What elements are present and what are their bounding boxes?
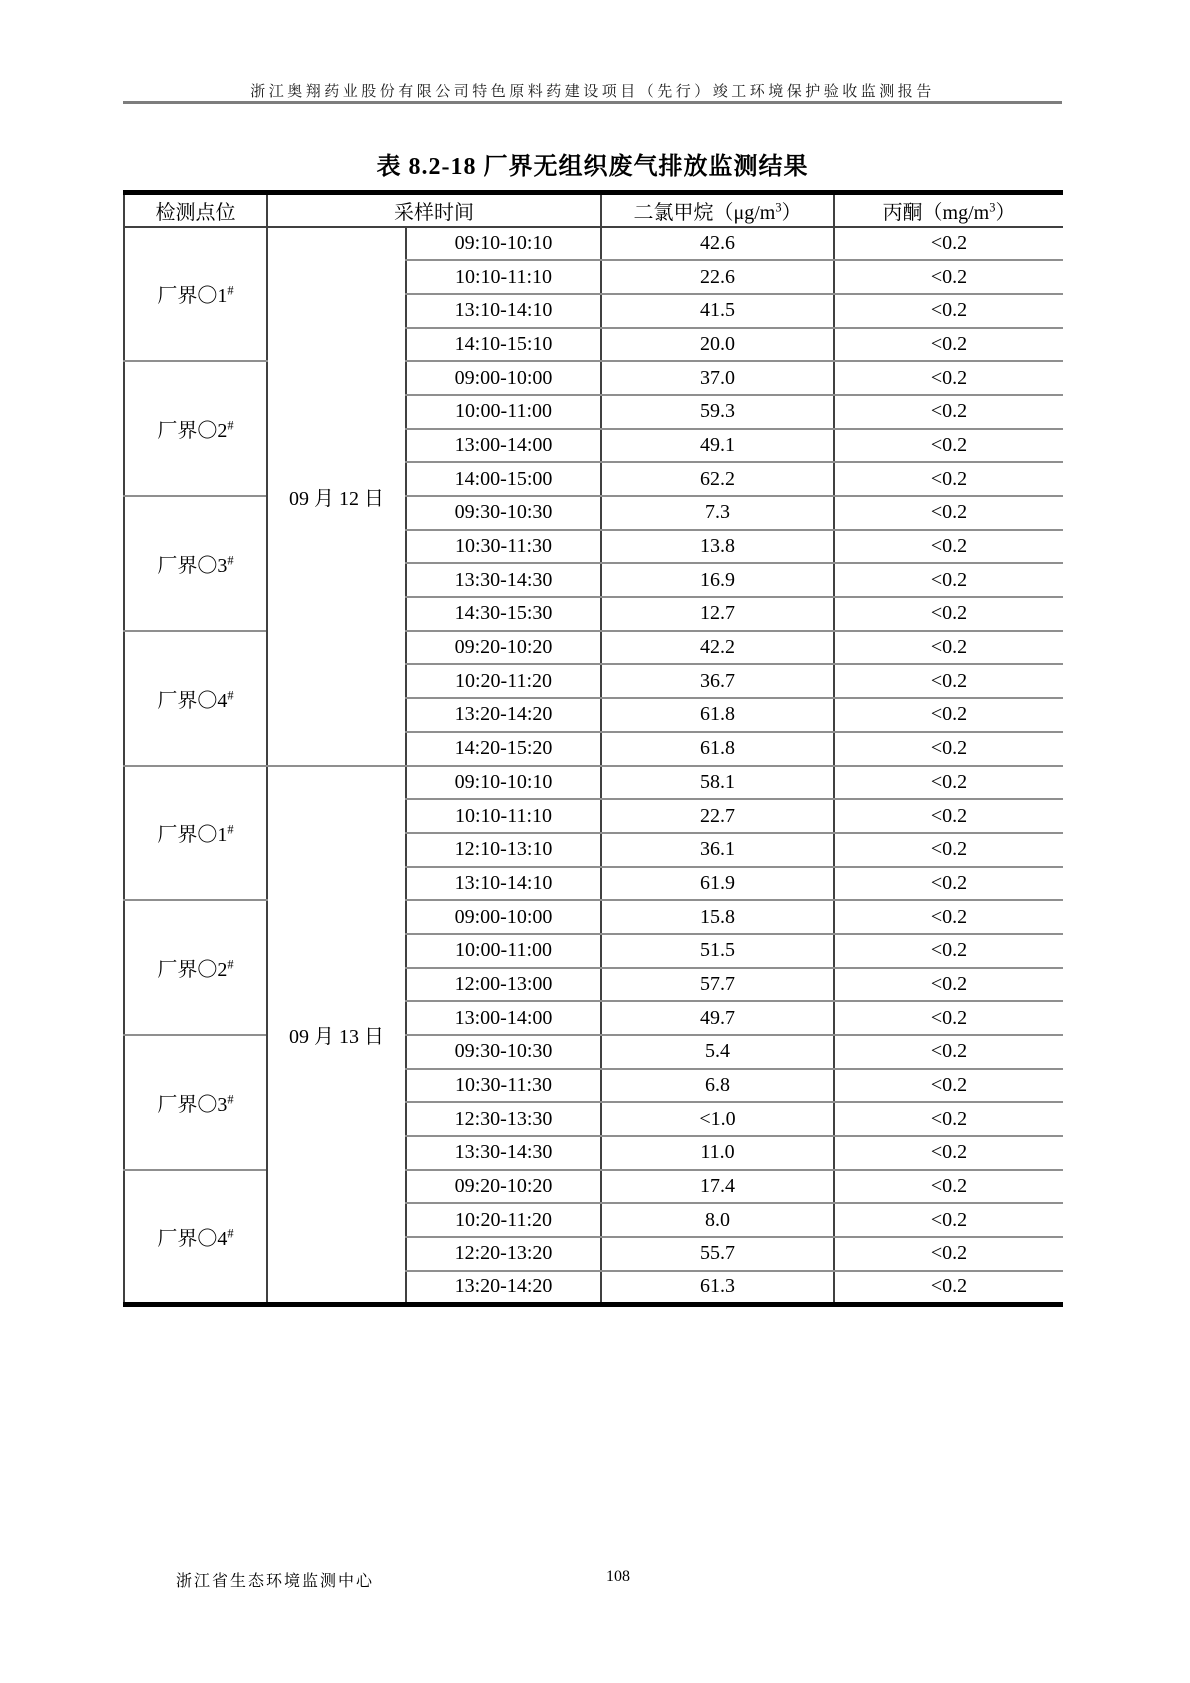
mc-value-cell: 59.3 [601, 395, 834, 429]
time-cell: 10:20-11:20 [406, 664, 601, 698]
time-cell: 10:20-11:20 [406, 1203, 601, 1237]
mc-value-cell: 8.0 [601, 1203, 834, 1237]
dcm-header-sup: 3 [775, 200, 782, 215]
mc-value-cell: 16.9 [601, 563, 834, 597]
table-row [124, 1035, 1063, 1069]
time-cell: 14:20-15:20 [406, 732, 601, 766]
time-cell: 09:10-10:10 [406, 766, 601, 800]
acetone-value-cell: <0.2 [834, 328, 1063, 362]
time-cell: 10:10-11:10 [406, 260, 601, 294]
acetone-value-cell: <0.2 [834, 294, 1063, 328]
time-cell: 13:30-14:30 [406, 563, 601, 597]
acetone-value-cell: <0.2 [834, 227, 1063, 261]
date-cell: 09 月 13 日 [267, 766, 406, 1305]
footer-institution: 浙江省生态环境监测中心 [176, 1573, 375, 1590]
time-cell: 09:00-10:00 [406, 900, 601, 934]
point-sup: # [227, 418, 234, 433]
time-cell: 10:30-11:30 [406, 530, 601, 564]
col-header-sample-time: 采样时间 [267, 193, 601, 227]
point-sup: # [227, 283, 234, 298]
point-sup: # [227, 687, 234, 702]
acetone-header-text: 丙酮（mg/m [882, 201, 990, 224]
point-cell [124, 1170, 267, 1305]
dcm-header-close: ） [781, 201, 802, 224]
time-cell: 09:10-10:10 [406, 227, 601, 261]
point-label: 厂界〇1 [157, 824, 228, 847]
mc-value-cell: 61.3 [601, 1271, 834, 1305]
acetone-value-cell: <0.2 [834, 1237, 1063, 1271]
point-sup: # [227, 1092, 234, 1107]
point-label: 厂界〇2 [157, 420, 228, 443]
mc-value-cell: 57.7 [601, 968, 834, 1002]
point-cell [124, 227, 267, 362]
time-cell: 10:00-11:00 [406, 395, 601, 429]
time-cell: 10:00-11:00 [406, 934, 601, 968]
col-header-point: 检测点位 [124, 193, 267, 227]
acetone-value-cell: <0.2 [834, 968, 1063, 1002]
time-cell: 09:20-10:20 [406, 631, 601, 665]
acetone-value-cell: <0.2 [834, 597, 1063, 631]
acetone-value-cell: <0.2 [834, 563, 1063, 597]
point-cell [124, 900, 267, 1035]
mc-value-cell: 36.1 [601, 833, 834, 867]
mc-value-cell: 49.7 [601, 1001, 834, 1035]
acetone-value-cell: <0.2 [834, 1001, 1063, 1035]
table-title: 表 8.2-18 厂界无组织废气排放监测结果 [376, 154, 809, 180]
time-cell: 13:00-14:00 [406, 429, 601, 463]
point-sup: # [227, 553, 234, 568]
point-label: 厂界〇2 [157, 959, 228, 982]
table-row [124, 900, 1063, 934]
acetone-value-cell: <0.2 [834, 1035, 1063, 1069]
time-cell: 13:00-14:00 [406, 1001, 601, 1035]
mc-value-cell: 61.8 [601, 698, 834, 732]
point-sup: # [227, 1226, 234, 1241]
page-number: 108 [606, 1568, 630, 1585]
acetone-value-cell: <0.2 [834, 530, 1063, 564]
time-cell: 12:30-13:30 [406, 1102, 601, 1136]
mc-value-cell: 61.9 [601, 867, 834, 901]
acetone-value-cell: <0.2 [834, 361, 1063, 395]
time-cell: 12:20-13:20 [406, 1237, 601, 1271]
point-cell [124, 361, 267, 496]
mc-value-cell: 62.2 [601, 462, 834, 496]
table-row [124, 227, 1063, 261]
time-cell: 09:00-10:00 [406, 361, 601, 395]
acetone-value-cell: <0.2 [834, 631, 1063, 665]
time-cell: 13:20-14:20 [406, 698, 601, 732]
time-cell: 13:10-14:10 [406, 867, 601, 901]
mc-value-cell: 49.1 [601, 429, 834, 463]
acetone-header-close: ） [995, 201, 1016, 224]
mc-value-cell: 42.6 [601, 227, 834, 261]
time-cell: 13:10-14:10 [406, 294, 601, 328]
mc-value-cell: 22.6 [601, 260, 834, 294]
acetone-value-cell: <0.2 [834, 732, 1063, 766]
point-label: 厂界〇4 [157, 689, 228, 712]
acetone-value-cell: <0.2 [834, 867, 1063, 901]
mc-value-cell: 15.8 [601, 900, 834, 934]
acetone-value-cell: <0.2 [834, 1203, 1063, 1237]
mc-value-cell: 36.7 [601, 664, 834, 698]
mc-value-cell: 55.7 [601, 1237, 834, 1271]
acetone-value-cell: <0.2 [834, 698, 1063, 732]
time-cell: 14:30-15:30 [406, 597, 601, 631]
time-cell: 09:30-10:30 [406, 1035, 601, 1069]
acetone-value-cell: <0.2 [834, 395, 1063, 429]
header-rule [123, 101, 1062, 104]
dcm-header-text: 二氯甲烷（μg/m [633, 201, 776, 224]
point-label: 厂界〇3 [157, 554, 228, 577]
mc-value-cell: <1.0 [601, 1102, 834, 1136]
acetone-value-cell: <0.2 [834, 766, 1063, 800]
mc-value-cell: 5.4 [601, 1035, 834, 1069]
acetone-value-cell: <0.2 [834, 1102, 1063, 1136]
time-cell: 10:30-11:30 [406, 1069, 601, 1103]
mc-value-cell: 22.7 [601, 799, 834, 833]
time-cell: 12:00-13:00 [406, 968, 601, 1002]
col-header-acetone [834, 193, 1063, 227]
acetone-value-cell: <0.2 [834, 900, 1063, 934]
mc-value-cell: 7.3 [601, 496, 834, 530]
table-row [124, 631, 1063, 665]
acetone-value-cell: <0.2 [834, 833, 1063, 867]
table-row [124, 1170, 1063, 1204]
point-sup: # [227, 822, 234, 837]
acetone-value-cell: <0.2 [834, 664, 1063, 698]
acetone-value-cell: <0.2 [834, 496, 1063, 530]
acetone-value-cell: <0.2 [834, 429, 1063, 463]
mc-value-cell: 13.8 [601, 530, 834, 564]
acetone-value-cell: <0.2 [834, 1170, 1063, 1204]
mc-value-cell: 17.4 [601, 1170, 834, 1204]
acetone-value-cell: <0.2 [834, 462, 1063, 496]
monitoring-results-table [123, 190, 1063, 1307]
mc-value-cell: 41.5 [601, 294, 834, 328]
date-cell: 09 月 12 日 [267, 227, 406, 766]
point-sup: # [227, 957, 234, 972]
point-cell [124, 496, 267, 631]
acetone-value-cell: <0.2 [834, 260, 1063, 294]
table-row [124, 361, 1063, 395]
point-label: 厂界〇1 [157, 285, 228, 308]
time-cell: 14:00-15:00 [406, 462, 601, 496]
time-cell: 09:30-10:30 [406, 496, 601, 530]
time-cell: 13:30-14:30 [406, 1136, 601, 1170]
col-header-dichloromethane [601, 193, 834, 227]
time-cell: 13:20-14:20 [406, 1271, 601, 1305]
time-cell: 10:10-11:10 [406, 799, 601, 833]
acetone-value-cell: <0.2 [834, 799, 1063, 833]
time-cell: 14:10-15:10 [406, 328, 601, 362]
mc-value-cell: 37.0 [601, 361, 834, 395]
mc-value-cell: 12.7 [601, 597, 834, 631]
time-cell: 09:20-10:20 [406, 1170, 601, 1204]
mc-value-cell: 42.2 [601, 631, 834, 665]
acetone-value-cell: <0.2 [834, 1271, 1063, 1305]
time-cell: 12:10-13:10 [406, 833, 601, 867]
mc-value-cell: 51.5 [601, 934, 834, 968]
table-row [124, 766, 1063, 800]
table-row [124, 496, 1063, 530]
point-cell [124, 1035, 267, 1170]
mc-value-cell: 58.1 [601, 766, 834, 800]
acetone-header-sup: 3 [989, 200, 996, 215]
mc-value-cell: 20.0 [601, 328, 834, 362]
acetone-value-cell: <0.2 [834, 1136, 1063, 1170]
acetone-value-cell: <0.2 [834, 1069, 1063, 1103]
table-header-row [124, 193, 1063, 227]
acetone-value-cell: <0.2 [834, 934, 1063, 968]
mc-value-cell: 61.8 [601, 732, 834, 766]
point-label: 厂界〇4 [157, 1227, 228, 1250]
mc-value-cell: 11.0 [601, 1136, 834, 1170]
point-cell [124, 631, 267, 766]
point-cell [124, 766, 267, 901]
page-header: 浙江奥翔药业股份有限公司特色原料药建设项目（先行）竣工环境保护验收监测报告 [250, 84, 935, 100]
mc-value-cell: 6.8 [601, 1069, 834, 1103]
point-label: 厂界〇3 [157, 1093, 228, 1116]
